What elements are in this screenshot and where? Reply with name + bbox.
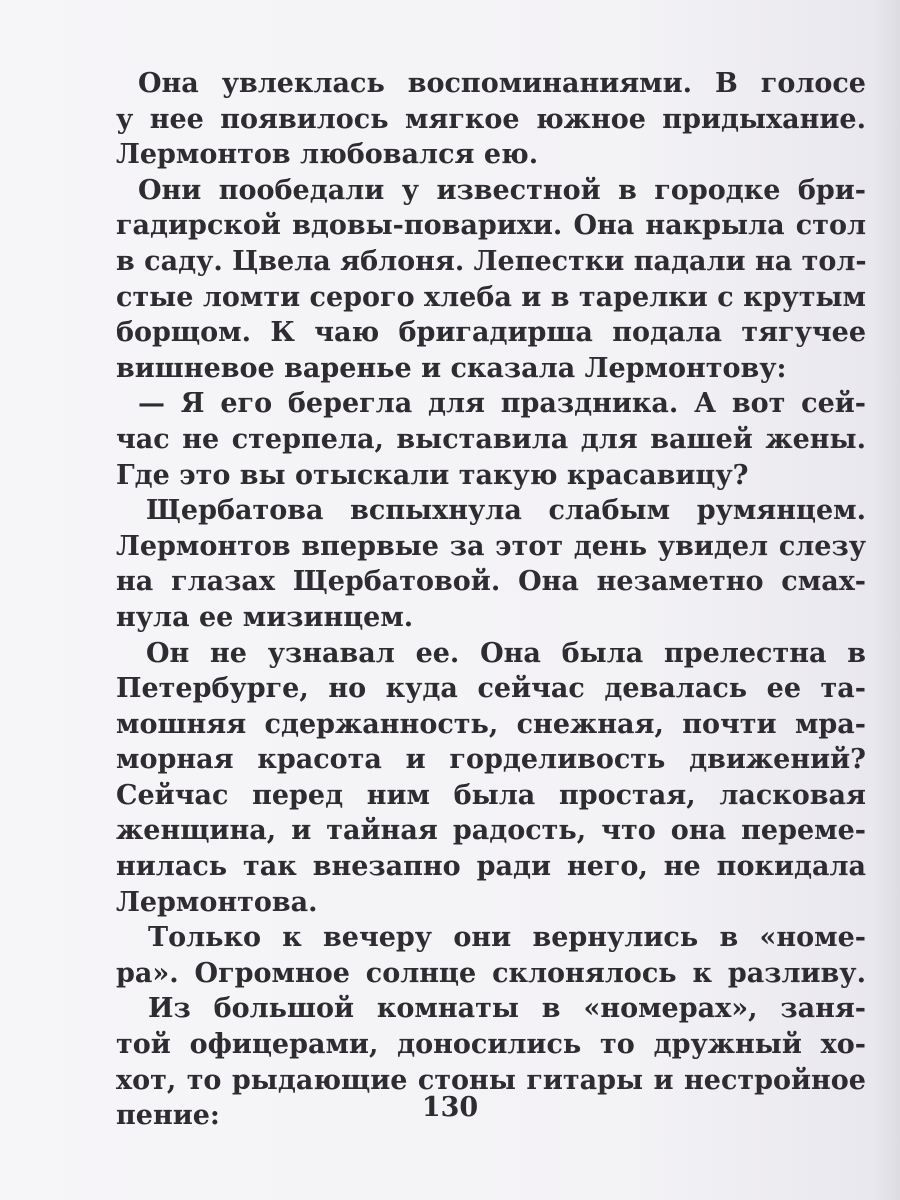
text-line: вишневое варенье и сказала Лермонтову: — [116, 352, 787, 384]
text-line: ра». Огромное солнце склонялось к разливу. — [116, 957, 866, 989]
text-line: Сейчас перед ним была простая, ласковая — [116, 779, 866, 811]
text-line: Лермонтов впервые за этот день увидел слезу — [116, 530, 866, 562]
text-line: морная красота и горделивость движений? — [116, 744, 866, 776]
text-line: час не стерпела, выставила для вашей жены. — [116, 423, 866, 455]
text-line: — Я его берегла для праздника. А вот сей- — [138, 388, 866, 420]
text-line: хот, то рыдающие стоны гитары и нестройное — [116, 1064, 866, 1096]
text-line: Где это вы отыскали такую красавицу? — [116, 459, 749, 491]
text-line: Щербатова вспыхнула слабым румянцем. — [146, 495, 866, 527]
page-number: 130 — [421, 1092, 479, 1123]
text-line: борщом. К чаю бригадирша подала тягучее — [116, 317, 866, 349]
text-line: той офицерами, доносились то дружный хо- — [116, 1029, 866, 1061]
text-line: Из большой комнаты в «номерах», заня- — [148, 993, 866, 1025]
text-line: стые ломти серого хлеба и в тарелки с крутым — [116, 281, 866, 313]
text-line: Только к вечеру они вернулись в «номе- — [148, 922, 866, 954]
text-line: нилась так внезапно ради него, не покидала — [116, 851, 866, 883]
text-line: Лермонтова. — [116, 886, 318, 918]
text-line: на глазах Щербатовой. Она незаметно смах- — [116, 566, 866, 598]
text-line: мошняя сдержанность, снежная, почти мра- — [116, 708, 866, 740]
text-line: женщина, и тайная радость, что она переме- — [116, 815, 866, 847]
text-line: Они пообедали у известной в городке бри- — [138, 174, 866, 206]
text-line: Петербурге, но куда сейчас девалась ее та- — [116, 673, 866, 705]
body-text — [116, 66, 866, 1134]
text-line: гадирской вдовы-поварихи. Она накрыла стол — [116, 210, 866, 242]
text-line: в саду. Цвела яблоня. Лепестки падали на тол- — [116, 245, 867, 277]
text-line: Лермонтов любовался ею. — [116, 139, 539, 171]
text-line: нула ее мизинцем. — [116, 601, 414, 633]
text-line: пение: — [116, 1100, 220, 1132]
text-line: Она увлеклась воспоминаниями. В голосе — [138, 68, 866, 99]
text-line: Он не узнавал ее. Она была прелестна в — [146, 637, 866, 669]
text-line: у нее появилось мягкое южное придыхание. — [116, 103, 866, 135]
